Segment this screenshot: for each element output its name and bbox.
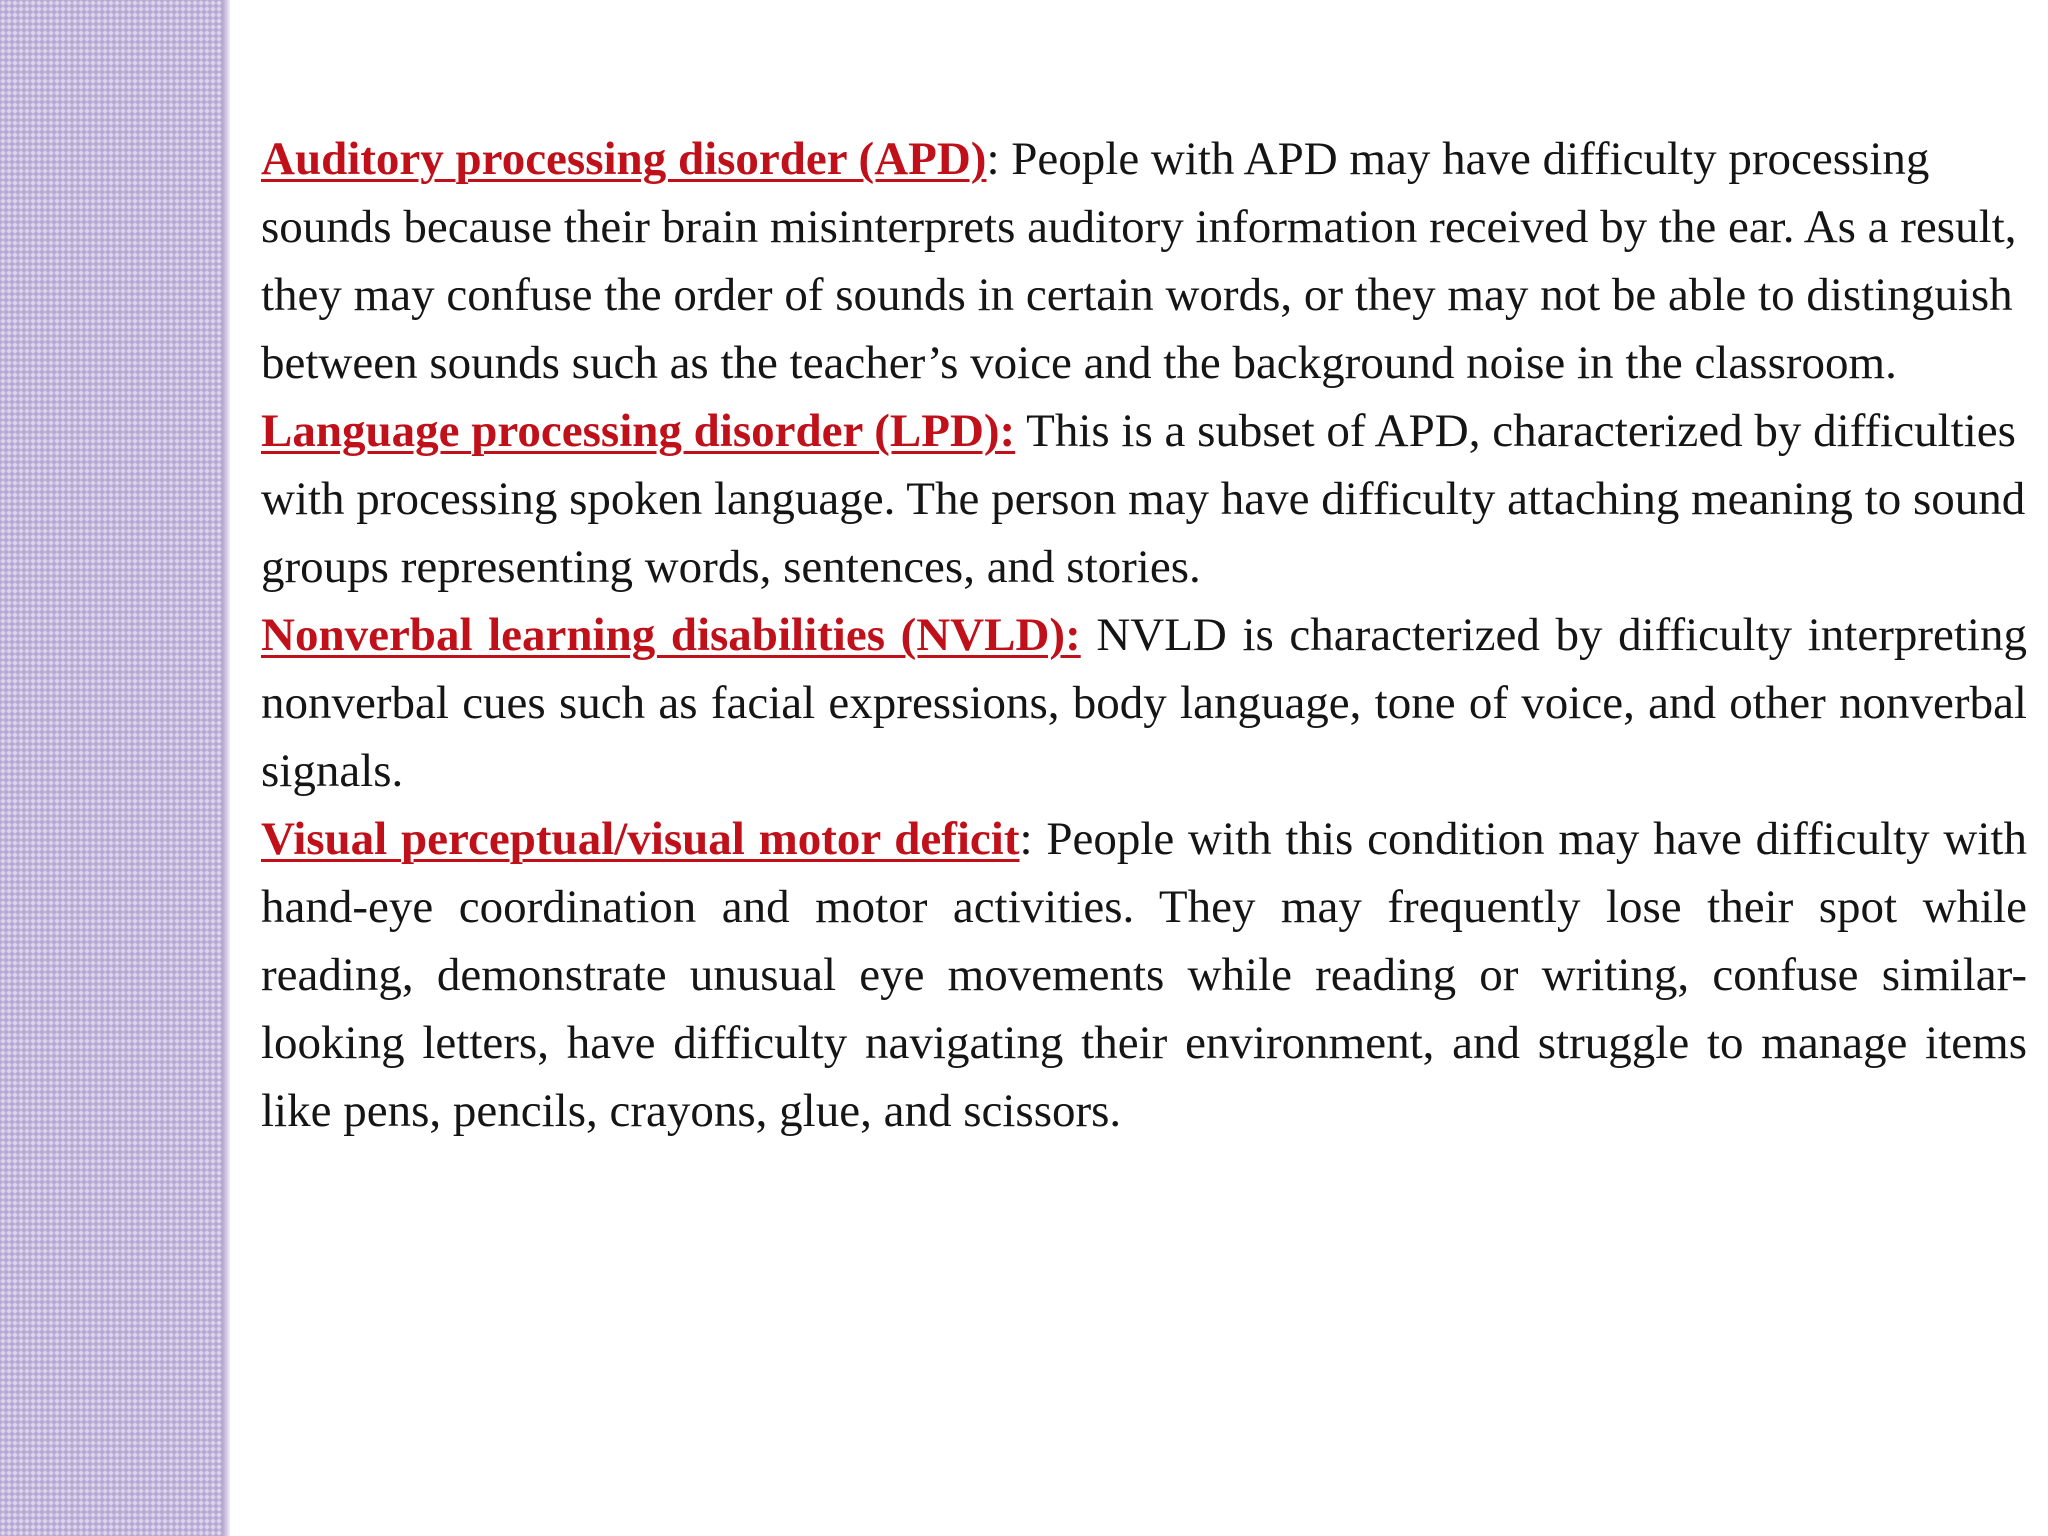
nvld-paragraph (261, 601, 2027, 805)
vpvmd-term: Visual perceptual/visual motor deficit (261, 813, 1020, 865)
vpvmd-paragraph (261, 805, 2027, 1145)
apd-separator: : (986, 133, 1000, 185)
vpvmd-description: People with this condition may have difficulty with hand-eye coordination and motor activities. They may frequently lose their spot while reading, demonstrate unusual eye movements while reading or writing, confuse similar-looking letters, have difficulty navigating their environment, and struggle to manage items like pens, pencils, crayons, glue, and scissors. (261, 813, 2027, 1137)
apd-description: People with APD may have difficulty processing sounds because their brain misinterprets auditory information received by the ear. As a result, they may confuse the order of sounds in certain words, or they may not be able to distinguish between sounds such as the teacher’s voice and the background noise in the classroom. (261, 133, 2017, 389)
lpd-description: This is a subset of APD, characterized by difficulties with processing spoken language. The person may have difficulty attaching meaning to sound groups representing words, sentences, and stories. (261, 405, 2026, 593)
apd-term: Auditory processing disorder (APD) (261, 133, 987, 185)
slide-body (261, 125, 2027, 1145)
nvld-description: NVLD is characterized by difficulty interpreting nonverbal cues such as facial expressions, body language, tone of voice, and other nonverbal signals. (261, 609, 2027, 797)
vpvmd-separator: : (1019, 813, 1033, 865)
apd-paragraph (261, 125, 2027, 397)
lpd-paragraph (261, 397, 2027, 601)
decorative-side-band (0, 0, 222, 1536)
side-band-edge (222, 0, 230, 1536)
lpd-term: Language processing disorder (LPD): (261, 405, 1016, 457)
nvld-term: Nonverbal learning disabilities (NVLD): (261, 609, 1081, 661)
